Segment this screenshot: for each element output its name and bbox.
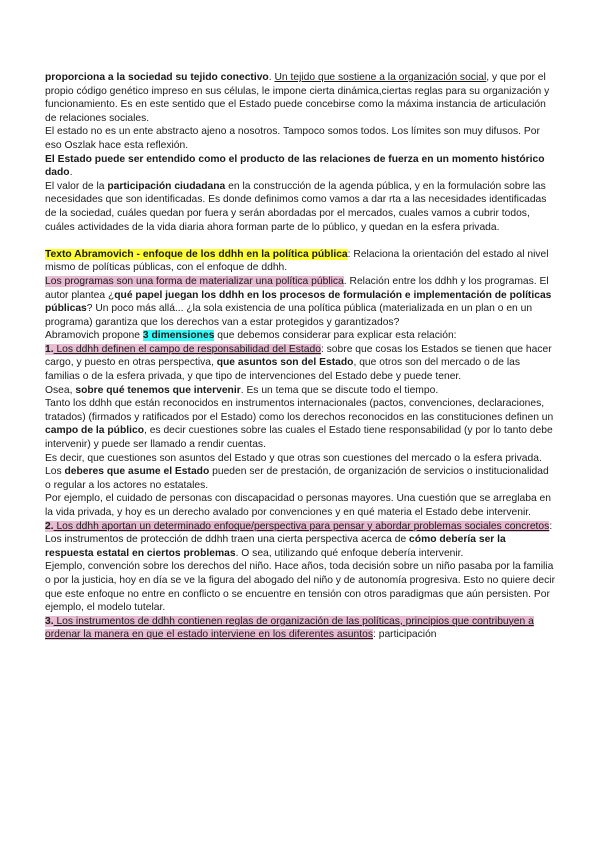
text-run: El valor de la — [45, 180, 108, 192]
text-run: Osea, — [45, 384, 76, 396]
paragraph-instrumentos — [45, 397, 557, 451]
highlighted-phrase: Los instrumentos de ddhh contienen reglas de organización de las políticas, principios que contribuyen a ordenar la manera en que el estado interviene en los diferentes asuntos — [45, 615, 534, 641]
paragraph-dimension-1 — [45, 343, 557, 384]
bold-phrase: deberes que asume el Estado — [64, 466, 210, 478]
paragraph-estado-abstracto: El estado no es un ente abstracto ajeno a nosotros. Tampoco somos todos. Los límites son muy difusos. Por eso Oszlak hace esta reflexión. — [45, 126, 540, 151]
highlighted-phrase: 3 dimensiones — [142, 330, 215, 342]
text-run: Los — [45, 466, 65, 478]
paragraph-ejemplo-nino: Ejemplo, convención sobre los derechos del niño. Hace años, toda decisión sobre un niño pasaba por la familia o por la justicia, hoy en día se ve la figura del abogado del niño y de autonomía progresiva. Esto no quiere decir que este enfoque no entre en conflicto o se encuentre en tensión con otros paradigmas que aún persisten. Por ejemplo, el modelo tutelar. — [45, 561, 556, 614]
highlighted-phrase: Los ddhh aportan un determinado enfoque/perspectiva para pensar y abordar problemas sociales concretos — [53, 520, 550, 532]
text-run: . — [268, 72, 275, 83]
text-run: ? Un poco más allá... ¿la sola existencia de una política pública (materializada en un plan o en un programa) garantiza que los derechos van a estar protegidos y garantizados? — [45, 303, 533, 328]
paragraph-abramovich-title — [45, 248, 557, 275]
paragraph-deberes — [45, 465, 557, 492]
blank-line — [45, 234, 557, 248]
bold-phrase: proporciona a la sociedad su tejido conectivo — [45, 72, 269, 83]
paragraph-participacion — [45, 180, 557, 234]
list-number: 2. — [45, 520, 54, 532]
text-run: , es decir cuestiones sobre las cuales el Estado tiene responsabilidad (y por lo tanto debe intervenir) y puede ser llamado a rendir cuentas. — [45, 425, 553, 451]
paragraph-dimensiones — [45, 329, 557, 343]
paragraph-dimension-2 — [45, 520, 557, 561]
highlighted-phrase: Los ddhh definen el campo de responsabilidad del Estado — [53, 343, 321, 355]
bold-phrase: sobre qué tenemos que intervenir — [75, 384, 241, 396]
text-run: que debemos considerar para explicar esta relación: — [214, 330, 457, 342]
bold-phrase: El Estado puede ser entendido como el producto de las relaciones de fuerza en un momento histórico dado — [45, 153, 545, 179]
bold-phrase: participación ciudadana — [107, 180, 226, 192]
paragraph-programas — [45, 275, 557, 329]
paragraph-relaciones-fuerza — [45, 153, 557, 180]
bold-phrase: qué papel juegan los ddhh en los procesos de formulación e implementación de políticas públicas — [45, 289, 552, 315]
text-run: en la construcción de la agenda pública, y en la formulación sobre las necesidades que son identificadas. Es donde definimos como vamos a dar rta a las necesidades identificadas de la sociedad, cuáles quedan por fuera y serán abordadas por el mercados, cuales vamos a cubrir todos, cuáles actividades de la vida diaria ahora forman parte de lo público, y quedan en la esfera privada. — [45, 180, 547, 233]
text-run: Tanto los ddhh que están reconocidos en instrumentos internacionales (pactos, convenciones, declaraciones, tratados) (firmados y ratificados por el Estado) como los derechos reconocidos en las constituciones definen un — [45, 398, 554, 423]
text-run: . O sea, utilizando qué enfoque debería intervenir. — [235, 547, 464, 559]
paragraph-dimension-3 — [45, 615, 557, 642]
text-run: Abramovich propone — [45, 330, 143, 342]
document-page — [45, 71, 557, 642]
text-run: : Relaciona la orientación del estado al nivel mismo de políticas públicas, con el enfoque de ddhh. — [45, 248, 549, 274]
text-run: . Relación entre los ddhh y los programas. El autor plantea ¿ — [45, 275, 549, 301]
bold-phrase: cómo debería ser la respuesta estatal en ciertos problemas — [45, 534, 506, 559]
list-number: 3. — [45, 615, 54, 627]
text-run: : participación — [373, 629, 437, 641]
highlighted-phrase: Los programas son una forma de materializar una política pública — [45, 275, 344, 287]
underlined-phrase: Un tejido que sostiene a la organización social — [274, 72, 487, 83]
bold-phrase: que asuntos son del Estado — [216, 357, 354, 369]
text-run: : sobre que cosas los Estados se tienen que hacer cargo, y puesto en otras perspectiva, — [45, 343, 552, 369]
text-run: . — [69, 167, 73, 179]
bold-phrase: campo de la público — [45, 425, 144, 437]
text-run: , y que por el propio código genético impreso en sus células, le impone cierta dinámica,ciertas reglas para su organización y funcionamiento. Es en este sentido que el Estado puede concebirse como la máxima instancia de articulación de relaciones sociales. — [45, 72, 550, 124]
paragraph-ejemplo-cuidado: Por ejemplo, el cuidado de personas con discapacidad o personas mayores. Una cuestión que se arreglaba en la vida privada, y hoy es un derecho avalado por convenciones y en qué materia el Estado debe intervenir. — [45, 493, 552, 518]
text-run: . Es un tema que se discute todo el tiempo. — [240, 384, 439, 396]
paragraph-tejido — [45, 71, 557, 125]
text-run: , que otros son del mercado o de las familias o de la esfera privada, y que tipo de intervenciones del Estado debe y puede tener. — [45, 357, 521, 383]
paragraph-osea — [45, 384, 557, 398]
paragraph-es-decir: Es decir, que cuestiones son asuntos del Estado y que otras son cuestiones del mercado o la esfera privada. — [45, 452, 542, 464]
text-run: pueden ser de prestación, de organización de servicios o institucionalidad o regular a los actores no estatales. — [45, 466, 549, 491]
list-number: 1. — [45, 343, 54, 355]
text-run: : Los instrumentos de protección de ddhh traen una cierta perspectiva acerca de — [45, 520, 553, 546]
highlighted-heading: Texto Abramovich - enfoque de los ddhh en la política pública — [45, 248, 348, 260]
